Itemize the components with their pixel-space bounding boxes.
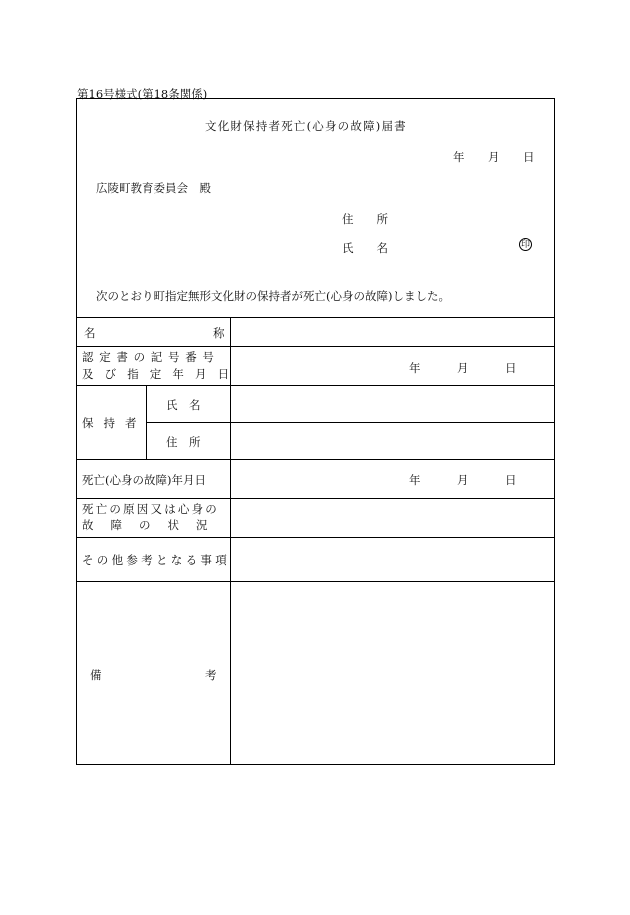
row-name-label-2: 称 (213, 326, 225, 340)
holder-address-label: 住 所 (166, 435, 201, 449)
death-date-year: 年 (409, 473, 421, 487)
row-other-label: その他参考となる事項 (82, 553, 230, 567)
row-divider (76, 346, 555, 347)
statement: 次のとおり町指定無形文化財の保持者が死亡(心身の故障)しました。 (96, 289, 450, 303)
header-date-day: 日 (523, 150, 535, 164)
cert-date-month: 月 (457, 361, 469, 375)
row-cert-label-1: 認定書の記号番号 (82, 350, 220, 364)
cert-date-year: 年 (409, 361, 421, 375)
header-date-year: 年 (453, 150, 465, 164)
addressee: 広陵町教育委員会 殿 (96, 181, 211, 195)
row-death-date-label: 死亡(心身の故障)年月日 (82, 473, 206, 487)
row-divider (76, 459, 555, 460)
row-cause-label-2: 故障の状況 (82, 518, 225, 532)
row-remarks-label-2: 考 (205, 668, 217, 682)
death-date-day: 日 (505, 473, 517, 487)
applicant-address-label: 住 所 (342, 212, 388, 226)
row-divider (76, 498, 555, 499)
table-top-line (76, 317, 555, 318)
holder-name-label: 氏 名 (166, 398, 201, 412)
row-name-label-1: 名 (84, 326, 96, 340)
row-holder-label: 保持者 (82, 416, 147, 430)
column-divider (230, 317, 231, 765)
cert-date-day: 日 (505, 361, 517, 375)
death-date-month: 月 (457, 473, 469, 487)
row-cause-label-1: 死亡の原因又は心身の (82, 502, 219, 516)
row-divider (76, 537, 555, 538)
seal-mark: 印 (520, 240, 530, 250)
applicant-name-label: 氏 名 (342, 241, 388, 255)
row-remarks-label-1: 備 (90, 668, 102, 682)
document-title: 文化財保持者死亡(心身の故障)届書 (205, 119, 407, 133)
row-cert-label-2: 及び指定年月日 (82, 367, 241, 381)
header-date-month: 月 (488, 150, 500, 164)
row-divider (76, 581, 555, 582)
row-divider (76, 385, 555, 386)
form-frame (76, 98, 555, 765)
row-divider (146, 422, 555, 423)
form-number-label: 第16号様式(第18条関係) (77, 87, 208, 101)
